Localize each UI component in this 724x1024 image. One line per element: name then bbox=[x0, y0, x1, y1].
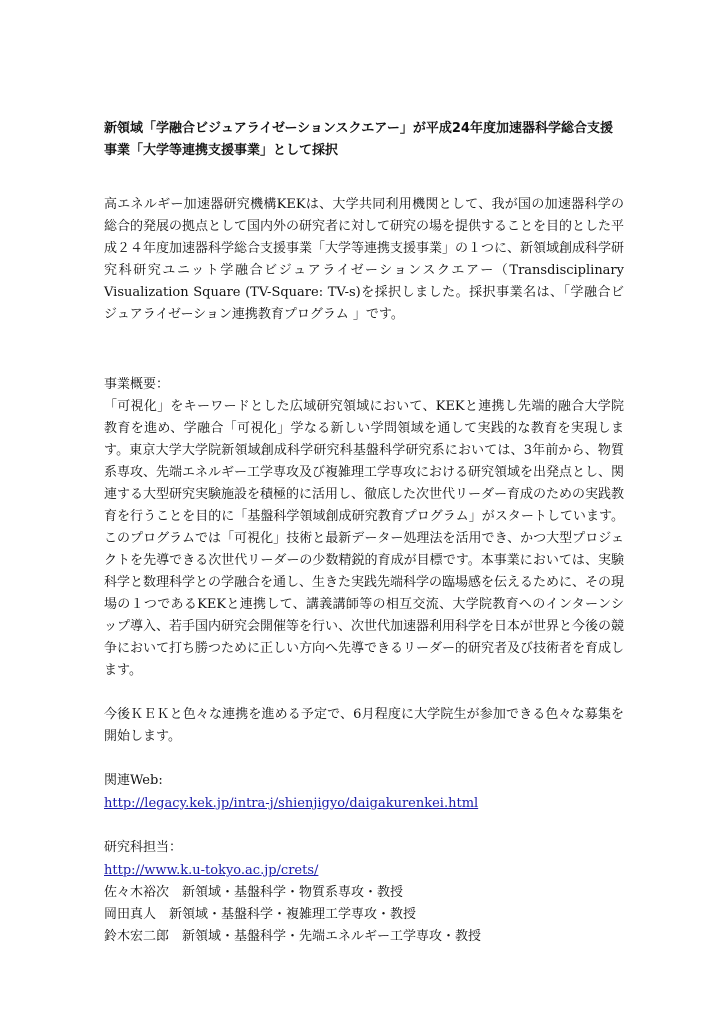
document-page bbox=[104, 118, 624, 948]
overview-body: 「可視化」をキーワードとした広域研究領域において、KEKと連携し先端的融合大学院教育を進め、学融合「可視化」学なる新しい学問領域を通して実践的な教育を実現します。東京大学大学院新領域創成科学研究科基盤科学研究系においては、3年前から、物質系専攻、先端エネルギー工学専攻及び複雑理工学専攻における研究領域を出発点とし、関連する大型研究実験施設を積極的に活用し、徹底した次世代リーダー育成のための実践教育を行うことを目的に「基盤科学領域創成研究教育プログラム」がスタートしています。このプログラムでは「可視化」技術と最新データー処理法を活用でき、かつ大型プロジェクトを先導できる次世代リーダーの少数精鋭的育成が目標です。本事業においては、実験科学と数理科学との学融合を通し、生きた実践先端科学の臨場感を伝えるために、その現場の１つであるKEKと連携して、講義講師等の相互交流、大学院教育へのインターンシップ導入、若手国内研究会開催等を行い、次世代加速器利用科学を日本が世界と今後の競争において打ち勝つために正しい方向へ先導できるリーダー的研究者及び技術者を育成します。 bbox=[104, 399, 625, 678]
contact-person: 佐々木裕次 新領域・基盤科学・物質系専攻・教授 bbox=[104, 885, 404, 900]
related-web-label: 関連Web: bbox=[104, 773, 163, 788]
future-paragraph: 今後ＫＥＫと色々な連携を進める予定で、6月程度に大学院生が参加できる色々な募集を開始します。 bbox=[104, 707, 624, 744]
contact-person: 岡田真人 新領域・基盤科学・複雑理工学専攻・教授 bbox=[104, 907, 417, 922]
contacts-section bbox=[104, 837, 624, 948]
overview-heading: 事業概要： bbox=[104, 377, 170, 392]
related-web-link[interactable]: http://legacy.kek.jp/intra-j/shienjigyo/daigakurenkei.html bbox=[104, 796, 479, 811]
related-web-section bbox=[104, 770, 624, 815]
page-title: 新領域「学融合ビジュアライゼーションスクエアー」が平成24年度加速器科学総合支援事業「大学等連携支援事業」として採択 bbox=[104, 121, 613, 158]
contacts-label: 研究科担当： bbox=[104, 840, 183, 855]
intro-paragraph: 高エネルギー加速器研究機構KEKは、大学共同利用機関として、我が国の加速器科学の総合的発展の拠点として国内外の研究者に対して研究の場を提供することを目的とした平成２４年度加速器科学総合支援事業「大学等連携支援事業」の１つに、新領域創成科学研究科研究ユニット学融合ビジュアライゼーションスクエアー（Transdisciplinary Visualization Square (TV-Square: TV-s)を採択しました。採択事業名は、「学融合ビジュアライゼーション連携教育プログラム 」です。 bbox=[104, 197, 625, 322]
contact-person: 鈴木宏二郎 新領域・基盤科学・先端エネルギー工学専攻・教授 bbox=[104, 929, 482, 944]
overview-section bbox=[104, 374, 624, 682]
contacts-link[interactable]: http://www.k.u-tokyo.ac.jp/crets/ bbox=[104, 863, 319, 878]
